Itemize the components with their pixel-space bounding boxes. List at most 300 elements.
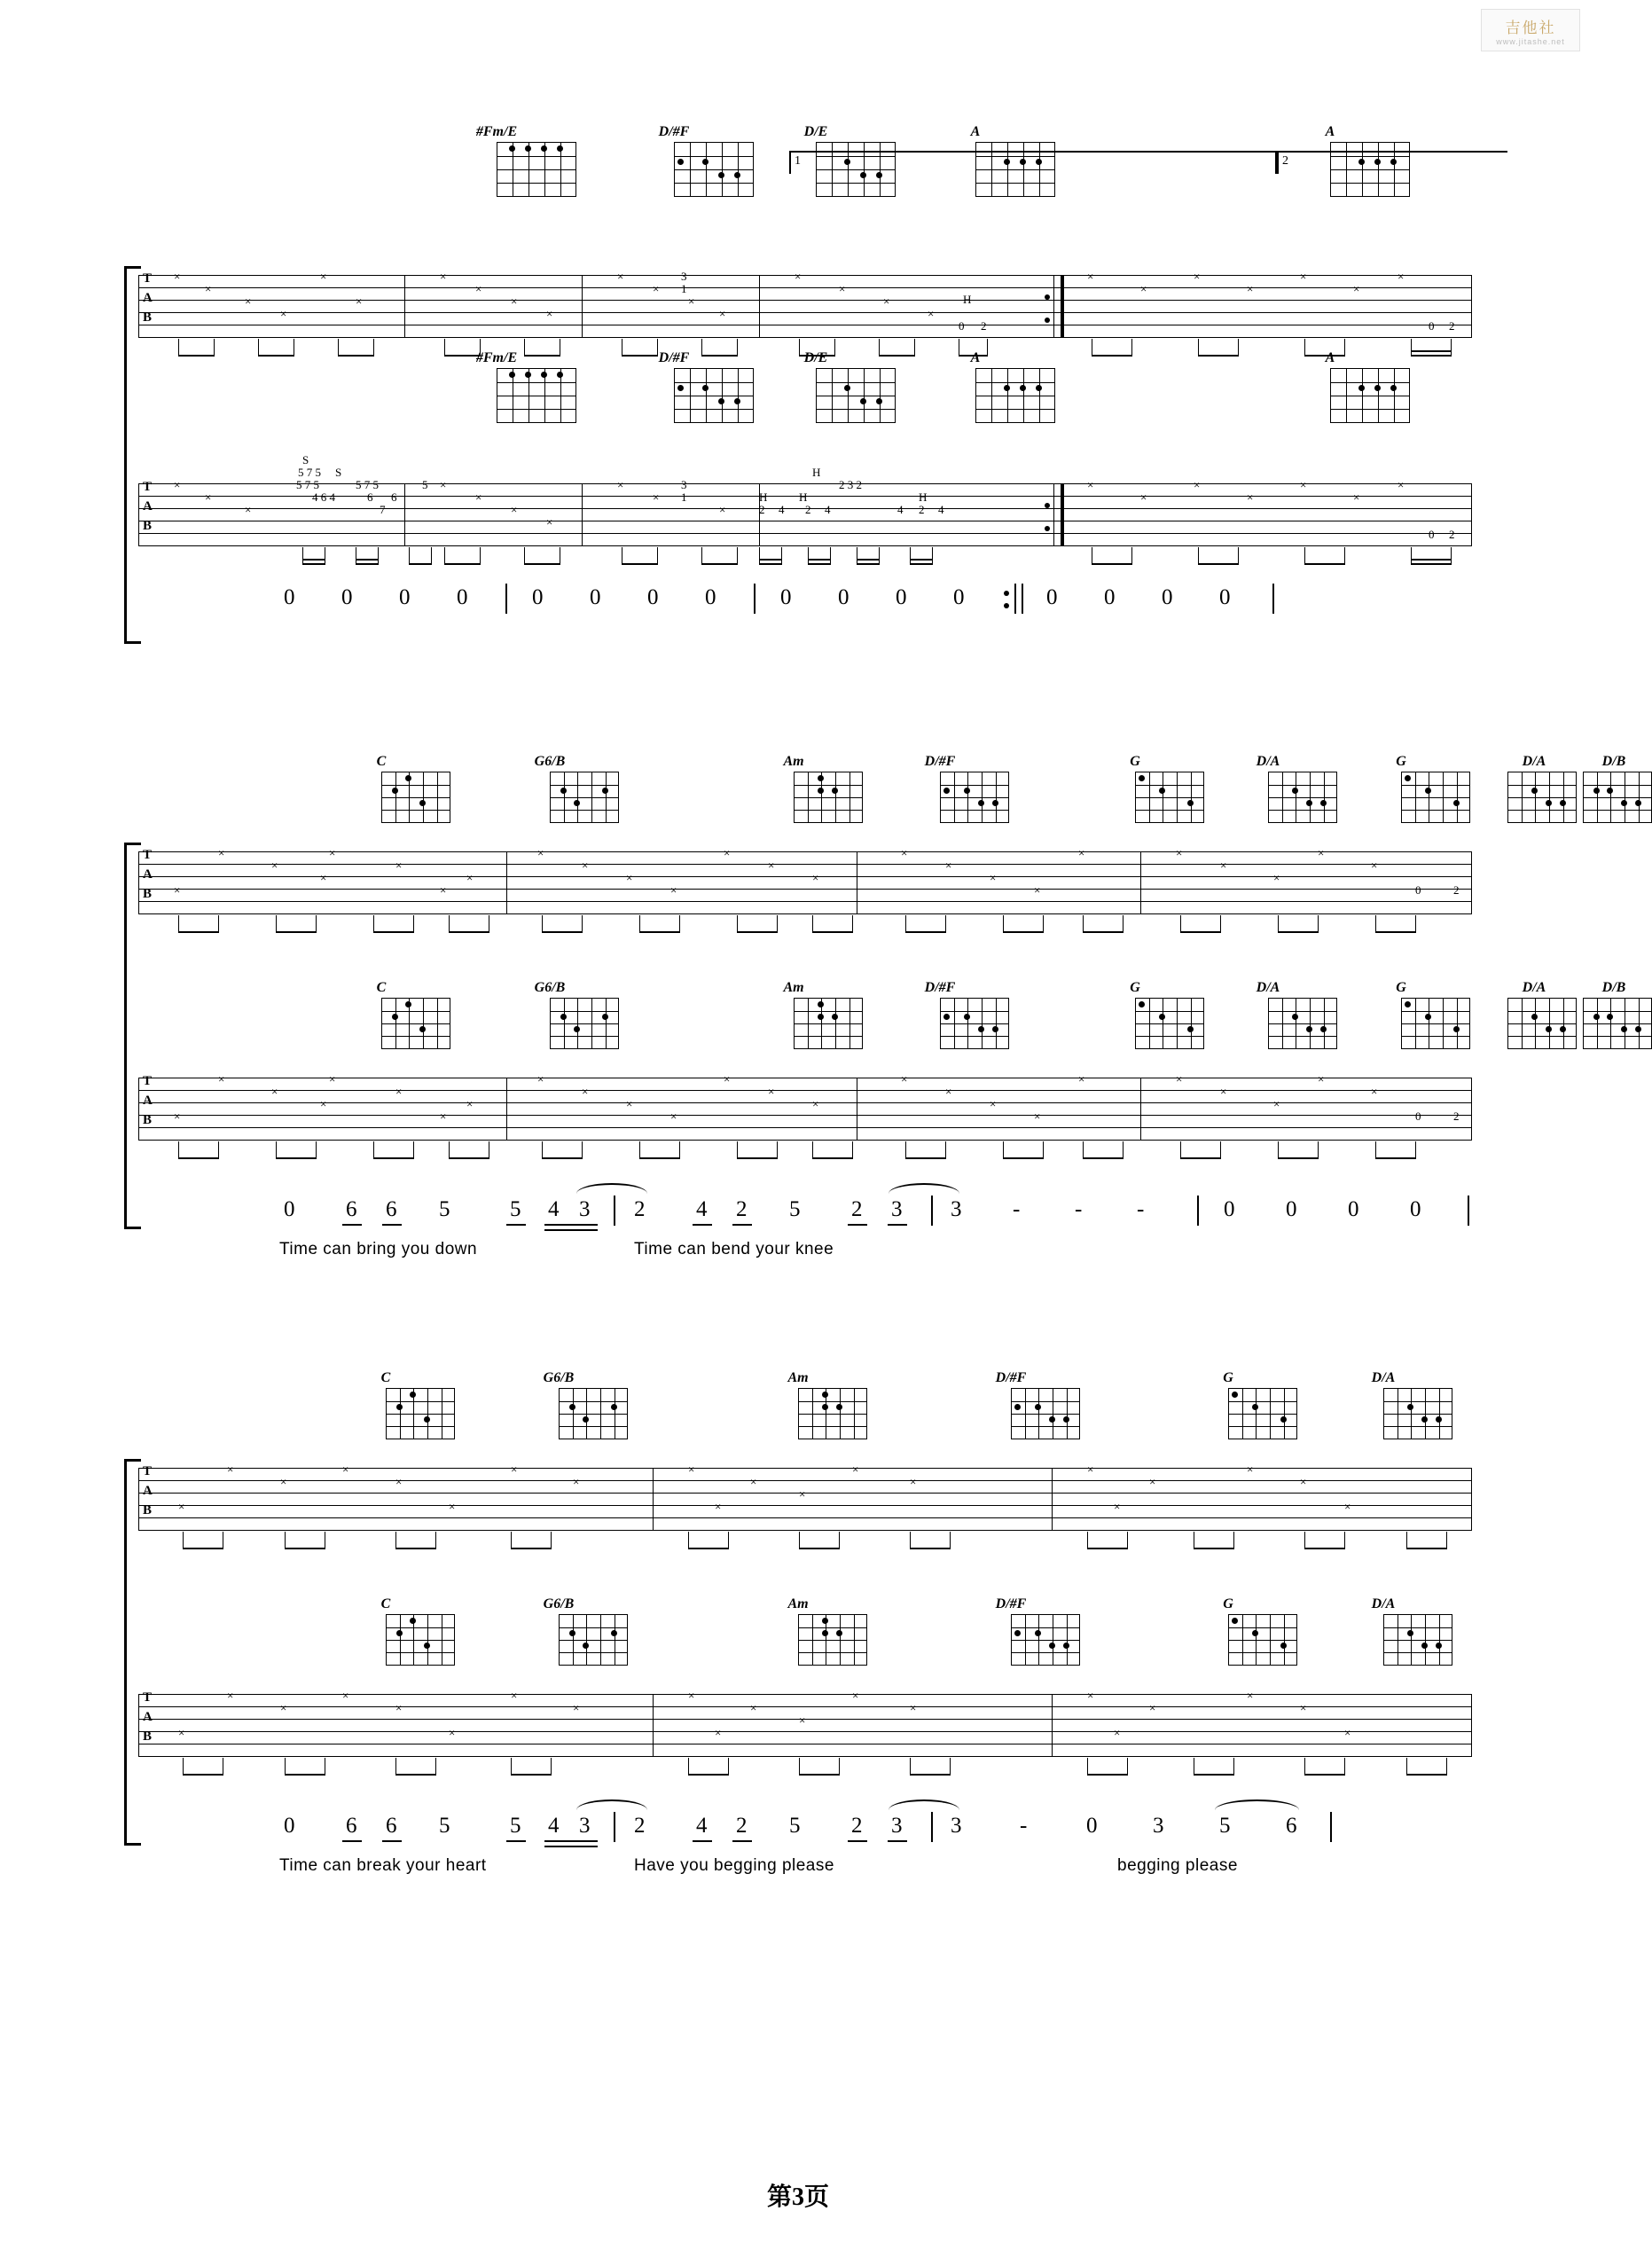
tab-letter-T: T (143, 1074, 153, 1088)
melody-slur (889, 1799, 959, 1810)
fret-number: 2 (1449, 528, 1455, 541)
mute-mark: × (440, 478, 447, 491)
tab-letter-B: B (143, 887, 153, 901)
rhythm-group (178, 915, 231, 933)
mute-mark: × (750, 1475, 757, 1488)
melody-note: 0 (457, 585, 468, 609)
melody-barline (754, 584, 756, 614)
mute-mark: × (440, 883, 447, 897)
rhythm-group (1003, 915, 1056, 933)
mute-mark: × (1149, 1701, 1156, 1714)
fret-number: 2 (981, 319, 987, 333)
melody-beam (848, 1840, 867, 1842)
mute-mark: × (1318, 846, 1325, 859)
rhythm-group (879, 339, 932, 357)
mute-mark: × (1114, 1500, 1121, 1513)
fret-number: 3 (681, 478, 687, 491)
lyric-line: Time can bend your knee (634, 1240, 834, 1258)
repeat-barline (1061, 275, 1064, 337)
melody-barline (931, 1812, 933, 1842)
tab-letter-A: A (143, 867, 153, 882)
mute-mark: × (178, 1500, 185, 1513)
chord-name: Am (787, 1370, 809, 1385)
rhythm-group (959, 339, 1003, 357)
mute-mark: × (626, 1097, 633, 1110)
melody-beam (732, 1224, 752, 1226)
chord-name: C (380, 1596, 391, 1611)
staff-1a (138, 270, 1472, 355)
chord-name: G (1396, 754, 1406, 769)
melody-barline (505, 584, 507, 614)
chord-name: A (1325, 350, 1335, 365)
mute-mark: × (546, 515, 553, 529)
mute-mark: × (852, 1462, 859, 1476)
rhythm-group (183, 1532, 236, 1549)
fret-number: 5 7 5 (296, 478, 319, 491)
rhythm-group (1278, 1141, 1331, 1159)
rhythm-group (373, 1141, 427, 1159)
melody-note: 0 (1224, 1197, 1235, 1221)
rhythm-group (1278, 915, 1331, 933)
rhythm-group (1194, 1758, 1247, 1776)
rhythm-group (183, 1758, 236, 1776)
rhythm-group (258, 339, 311, 357)
melody-note: 0 (1046, 585, 1058, 609)
mute-mark: × (466, 871, 474, 884)
rhythm-group (395, 1758, 449, 1776)
fret-number: 4 6 4 (312, 490, 335, 504)
melody-beam (693, 1224, 712, 1226)
melody-note: 0 (1286, 1197, 1297, 1221)
mute-mark: × (799, 1487, 806, 1501)
mute-mark: × (1087, 1689, 1094, 1702)
system-1 (124, 124, 1472, 647)
mute-mark: × (395, 1085, 403, 1098)
mute-mark: × (280, 307, 287, 320)
mute-mark: × (573, 1701, 580, 1714)
rhythm-group (905, 1141, 959, 1159)
rhythm-group (1083, 915, 1136, 933)
mute-mark: × (945, 1085, 952, 1098)
rhythm-group (1198, 339, 1251, 357)
mute-mark: × (653, 282, 660, 295)
mute-mark: × (1318, 1072, 1325, 1086)
mute-mark: × (356, 294, 363, 308)
tab-letter-A: A (143, 1094, 153, 1108)
rhythm-group (1304, 1758, 1358, 1776)
mute-mark: × (511, 503, 518, 516)
tab-letter-T: T (143, 848, 153, 862)
melody-note: 0 (953, 585, 965, 609)
rhythm-group (737, 915, 790, 933)
fret-number: 0 (1429, 528, 1435, 541)
rhythm-group (1087, 1532, 1140, 1549)
melody-note: 4 (696, 1197, 708, 1221)
chord-name: #Fm/E (475, 350, 518, 365)
mute-mark: × (1300, 478, 1307, 491)
melody-note: 4 (548, 1814, 560, 1838)
mute-mark: × (688, 1689, 695, 1702)
mute-mark: × (1140, 490, 1147, 504)
mute-mark: × (910, 1475, 917, 1488)
mute-mark: × (812, 871, 819, 884)
chord-name: D/#F (995, 1596, 1027, 1611)
mute-mark: × (768, 859, 775, 872)
rhythm-group (409, 547, 444, 565)
mute-mark: × (537, 846, 544, 859)
staff-3b (138, 1689, 1472, 1774)
fret-number: 2 (759, 503, 765, 516)
mute-mark: × (1371, 1085, 1378, 1098)
hammer-mark: H (963, 293, 972, 306)
mute-mark: × (1078, 846, 1085, 859)
mute-mark: × (928, 307, 935, 320)
melody-note: 6 (346, 1814, 357, 1838)
mute-mark: × (573, 1475, 580, 1488)
chord-name: G (1396, 980, 1406, 995)
rhythm-group (1092, 339, 1145, 357)
rhythm-group (1087, 1758, 1140, 1776)
fret-number: 5 (422, 478, 428, 491)
mute-mark: × (1176, 846, 1183, 859)
melody-beam (382, 1224, 402, 1226)
chord-name: D/A (1522, 754, 1546, 769)
melody-note: 0 (590, 585, 601, 609)
chord-name: G6/B (534, 980, 566, 995)
rhythm-group (910, 547, 945, 565)
mute-mark: × (511, 1462, 518, 1476)
melody-note: 5 (510, 1197, 521, 1221)
melody-slur (1215, 1799, 1299, 1810)
mute-mark: × (1273, 871, 1280, 884)
mute-mark: × (719, 503, 726, 516)
melody-barline (1022, 584, 1023, 614)
mute-mark: × (1371, 859, 1378, 872)
mute-mark: × (218, 1072, 225, 1086)
melody-note: 0 (1086, 1814, 1098, 1838)
slide-mark: S (335, 466, 342, 479)
watermark-url: www.jitashe.net (1496, 36, 1565, 46)
rhythm-group (1411, 547, 1464, 565)
rhythm-group (799, 1758, 852, 1776)
mute-mark: × (945, 859, 952, 872)
melody-slur (576, 1799, 647, 1810)
mute-mark: × (342, 1689, 349, 1702)
rhythm-group (1411, 339, 1464, 357)
chord-name: D/#F (658, 350, 690, 365)
mute-mark: × (901, 846, 908, 859)
mute-mark: × (511, 1689, 518, 1702)
rhythm-group (511, 1532, 564, 1549)
fret-number: 0 (1429, 319, 1435, 333)
page-number (0, 2177, 1596, 2213)
melody-note: 0 (780, 585, 792, 609)
rhythm-group (542, 1141, 595, 1159)
fret-number: 4 (825, 503, 831, 516)
fret-number: 5 7 5 (356, 478, 379, 491)
mute-mark: × (466, 1097, 474, 1110)
rhythm-group (808, 547, 843, 565)
melody-note: 4 (696, 1814, 708, 1838)
mute-mark: × (546, 307, 553, 320)
fret-number: 6 (391, 490, 397, 504)
melody-note: 2 (736, 1197, 748, 1221)
mute-mark: × (395, 1475, 403, 1488)
fret-number: 2 (805, 503, 811, 516)
melody-note: 3 (891, 1814, 903, 1838)
chord-name: A (970, 350, 981, 365)
mute-mark: × (1034, 883, 1041, 897)
mute-mark: × (205, 282, 212, 295)
melody-line-1 (231, 585, 1490, 630)
rhythm-group (799, 1532, 852, 1549)
tab-letter-B: B (143, 1113, 153, 1127)
mute-mark: × (174, 478, 181, 491)
chord-name: C (376, 754, 387, 769)
melody-slur (576, 1183, 647, 1194)
mute-mark: × (395, 859, 403, 872)
melody-note: 0 (284, 585, 295, 609)
mute-mark: × (440, 1109, 447, 1123)
staff-3a (138, 1462, 1472, 1548)
rhythm-group (910, 1532, 963, 1549)
rhythm-group (276, 1141, 329, 1159)
chord-name: D/A (1522, 980, 1546, 995)
melody-beam (544, 1229, 598, 1231)
melody-beam (732, 1840, 752, 1842)
rhythm-group (338, 339, 391, 357)
mute-mark: × (799, 1713, 806, 1727)
rhythm-group (701, 547, 755, 565)
rhythm-group (759, 547, 795, 565)
mute-mark: × (715, 1726, 722, 1739)
rhythm-group (1375, 1141, 1429, 1159)
melody-note: 5 (1219, 1814, 1231, 1838)
chord-name: D/E (803, 350, 828, 365)
repeat-barline (1061, 483, 1064, 545)
melody-barline (1468, 1196, 1469, 1226)
rhythm-group (1092, 547, 1145, 565)
mute-mark: × (910, 1701, 917, 1714)
rhythm-group (395, 1532, 449, 1549)
melody-beam (544, 1846, 598, 1847)
mute-mark: × (329, 1072, 336, 1086)
chord-name: C (376, 980, 387, 995)
rhythm-group (812, 1141, 865, 1159)
mute-mark: × (1353, 282, 1360, 295)
mute-mark: × (1149, 1475, 1156, 1488)
rhythm-group (356, 547, 391, 565)
mute-mark: × (719, 307, 726, 320)
chord-name: G6/B (543, 1596, 575, 1611)
rhythm-group (1406, 1532, 1460, 1549)
chord-name: D/B (1601, 980, 1626, 995)
melody-note: 3 (891, 1197, 903, 1221)
chord-name: D/A (1371, 1596, 1396, 1611)
melody-beam (506, 1224, 526, 1226)
melody-sustain: - (1137, 1197, 1145, 1221)
mute-mark: × (1344, 1500, 1351, 1513)
rhythm-group (1083, 1141, 1136, 1159)
tab-letter-A: A (143, 499, 153, 514)
rhythm-group (737, 1141, 790, 1159)
rhythm-group (285, 1532, 338, 1549)
mute-mark: × (750, 1701, 757, 1714)
mute-mark: × (1194, 270, 1201, 283)
mute-mark: × (475, 282, 482, 295)
watermark (1481, 9, 1580, 51)
chord-name: G (1223, 1596, 1233, 1611)
slide-mark: S (302, 453, 309, 466)
rhythm-group (905, 915, 959, 933)
fret-number: 2 3 2 (839, 478, 862, 491)
melody-note: 6 (346, 1197, 357, 1221)
chord-name: A (1325, 124, 1335, 139)
mute-mark: × (1247, 282, 1254, 295)
page-number-label: 第3页 (766, 2184, 829, 2211)
rhythm-group (701, 339, 755, 357)
tab-letter-A: A (143, 291, 153, 305)
fret-number: 6 (367, 490, 373, 504)
mute-mark: × (280, 1475, 287, 1488)
mute-mark: × (1194, 478, 1201, 491)
melody-note: 6 (386, 1197, 397, 1221)
melody-note: 0 (532, 585, 544, 609)
rhythm-group (1003, 1141, 1056, 1159)
melody-line-3 (231, 1814, 1516, 1876)
mute-mark: × (617, 478, 624, 491)
melody-beam (848, 1224, 867, 1226)
fret-number: 4 (938, 503, 944, 516)
melody-sustain: - (1013, 1197, 1021, 1221)
mute-mark: × (174, 270, 181, 283)
melody-note: 2 (851, 1197, 863, 1221)
rhythm-group (524, 339, 577, 357)
chord-name: D/#F (924, 980, 956, 995)
fret-number: 4 (897, 503, 904, 516)
mute-mark: × (1078, 1072, 1085, 1086)
mute-mark: × (174, 1109, 181, 1123)
melody-beam (888, 1840, 907, 1842)
mute-mark: × (670, 1109, 677, 1123)
rhythm-group (1194, 1532, 1247, 1549)
melody-note: 0 (705, 585, 716, 609)
melody-beam (506, 1840, 526, 1842)
melody-barline (1330, 1812, 1332, 1842)
chord-name: C (380, 1370, 391, 1385)
rhythm-group (178, 1141, 231, 1159)
melody-beam (382, 1840, 402, 1842)
chord-name: A (970, 124, 981, 139)
melody-note: 3 (579, 1814, 591, 1838)
melody-note: 5 (789, 1814, 801, 1838)
tab-letter-B: B (143, 1503, 153, 1517)
rhythm-group (1198, 547, 1251, 565)
melody-note: 0 (1104, 585, 1116, 609)
mute-mark: × (1114, 1726, 1121, 1739)
chord-name: G (1130, 980, 1140, 995)
mute-mark: × (174, 883, 181, 897)
lyric-line: begging please (1117, 1856, 1238, 1875)
melody-note: 2 (634, 1814, 646, 1838)
melody-beam (693, 1840, 712, 1842)
mute-mark: × (1087, 478, 1094, 491)
fret-number: 0 (1415, 883, 1421, 897)
rhythm-group (302, 547, 338, 565)
mute-mark: × (1300, 1701, 1307, 1714)
melody-note: 0 (284, 1197, 295, 1221)
ending-label-1: 1 (795, 154, 801, 168)
watermark-brand: 吉他社 (1505, 19, 1556, 36)
mute-mark: × (271, 1085, 278, 1098)
mute-mark: × (724, 846, 731, 859)
melody-beam (342, 1840, 362, 1842)
chord-name: D/A (1256, 754, 1280, 769)
melody-slur (889, 1183, 959, 1194)
rhythm-group (688, 1758, 741, 1776)
rhythm-group (285, 1758, 338, 1776)
mute-mark: × (178, 1726, 185, 1739)
melody-note: 3 (951, 1814, 962, 1838)
melody-beam (888, 1224, 907, 1226)
mute-mark: × (1247, 490, 1254, 504)
mute-mark: × (653, 490, 660, 504)
mute-mark: × (537, 1072, 544, 1086)
hammer-mark: H (799, 490, 808, 504)
chord-name: D/#F (995, 1370, 1027, 1385)
system-2 (124, 754, 1626, 1258)
melody-note: 4 (548, 1197, 560, 1221)
mute-mark: × (342, 1462, 349, 1476)
mute-mark: × (1300, 270, 1307, 283)
mute-mark: × (395, 1701, 403, 1714)
melody-note: 0 (647, 585, 659, 609)
melody-note: 0 (284, 1814, 295, 1838)
rhythm-group (449, 1141, 502, 1159)
mute-mark: × (1087, 1462, 1094, 1476)
chord-name: G6/B (543, 1370, 575, 1385)
mute-mark: × (329, 846, 336, 859)
fret-number: 1 (681, 490, 687, 504)
rhythm-group (178, 339, 231, 357)
chord-name: Am (783, 980, 804, 995)
fret-number: 0 (1415, 1109, 1421, 1123)
mute-mark: × (1344, 1726, 1351, 1739)
mute-mark: × (320, 1097, 327, 1110)
staff-1b (138, 453, 1472, 563)
tab-letter-T: T (143, 1464, 153, 1478)
mute-mark: × (271, 859, 278, 872)
tab-letter-B: B (143, 1729, 153, 1744)
hammer-mark: H (812, 466, 821, 479)
melody-note: 3 (1153, 1814, 1164, 1838)
mute-mark: × (901, 1072, 908, 1086)
chord-name: D/A (1371, 1370, 1396, 1385)
system-3 (124, 1370, 1472, 1875)
chord-name: Am (783, 754, 804, 769)
chord-name: D/A (1256, 980, 1280, 995)
melody-beam (544, 1840, 598, 1842)
melody-line-2 (231, 1197, 1516, 1259)
rhythm-group (622, 547, 675, 565)
melody-note: 5 (439, 1197, 450, 1221)
mute-mark: × (688, 1462, 695, 1476)
mute-mark: × (245, 503, 252, 516)
mute-mark: × (1273, 1097, 1280, 1110)
rhythm-group (511, 1758, 564, 1776)
rhythm-group (639, 915, 693, 933)
hammer-mark: H (919, 490, 928, 504)
